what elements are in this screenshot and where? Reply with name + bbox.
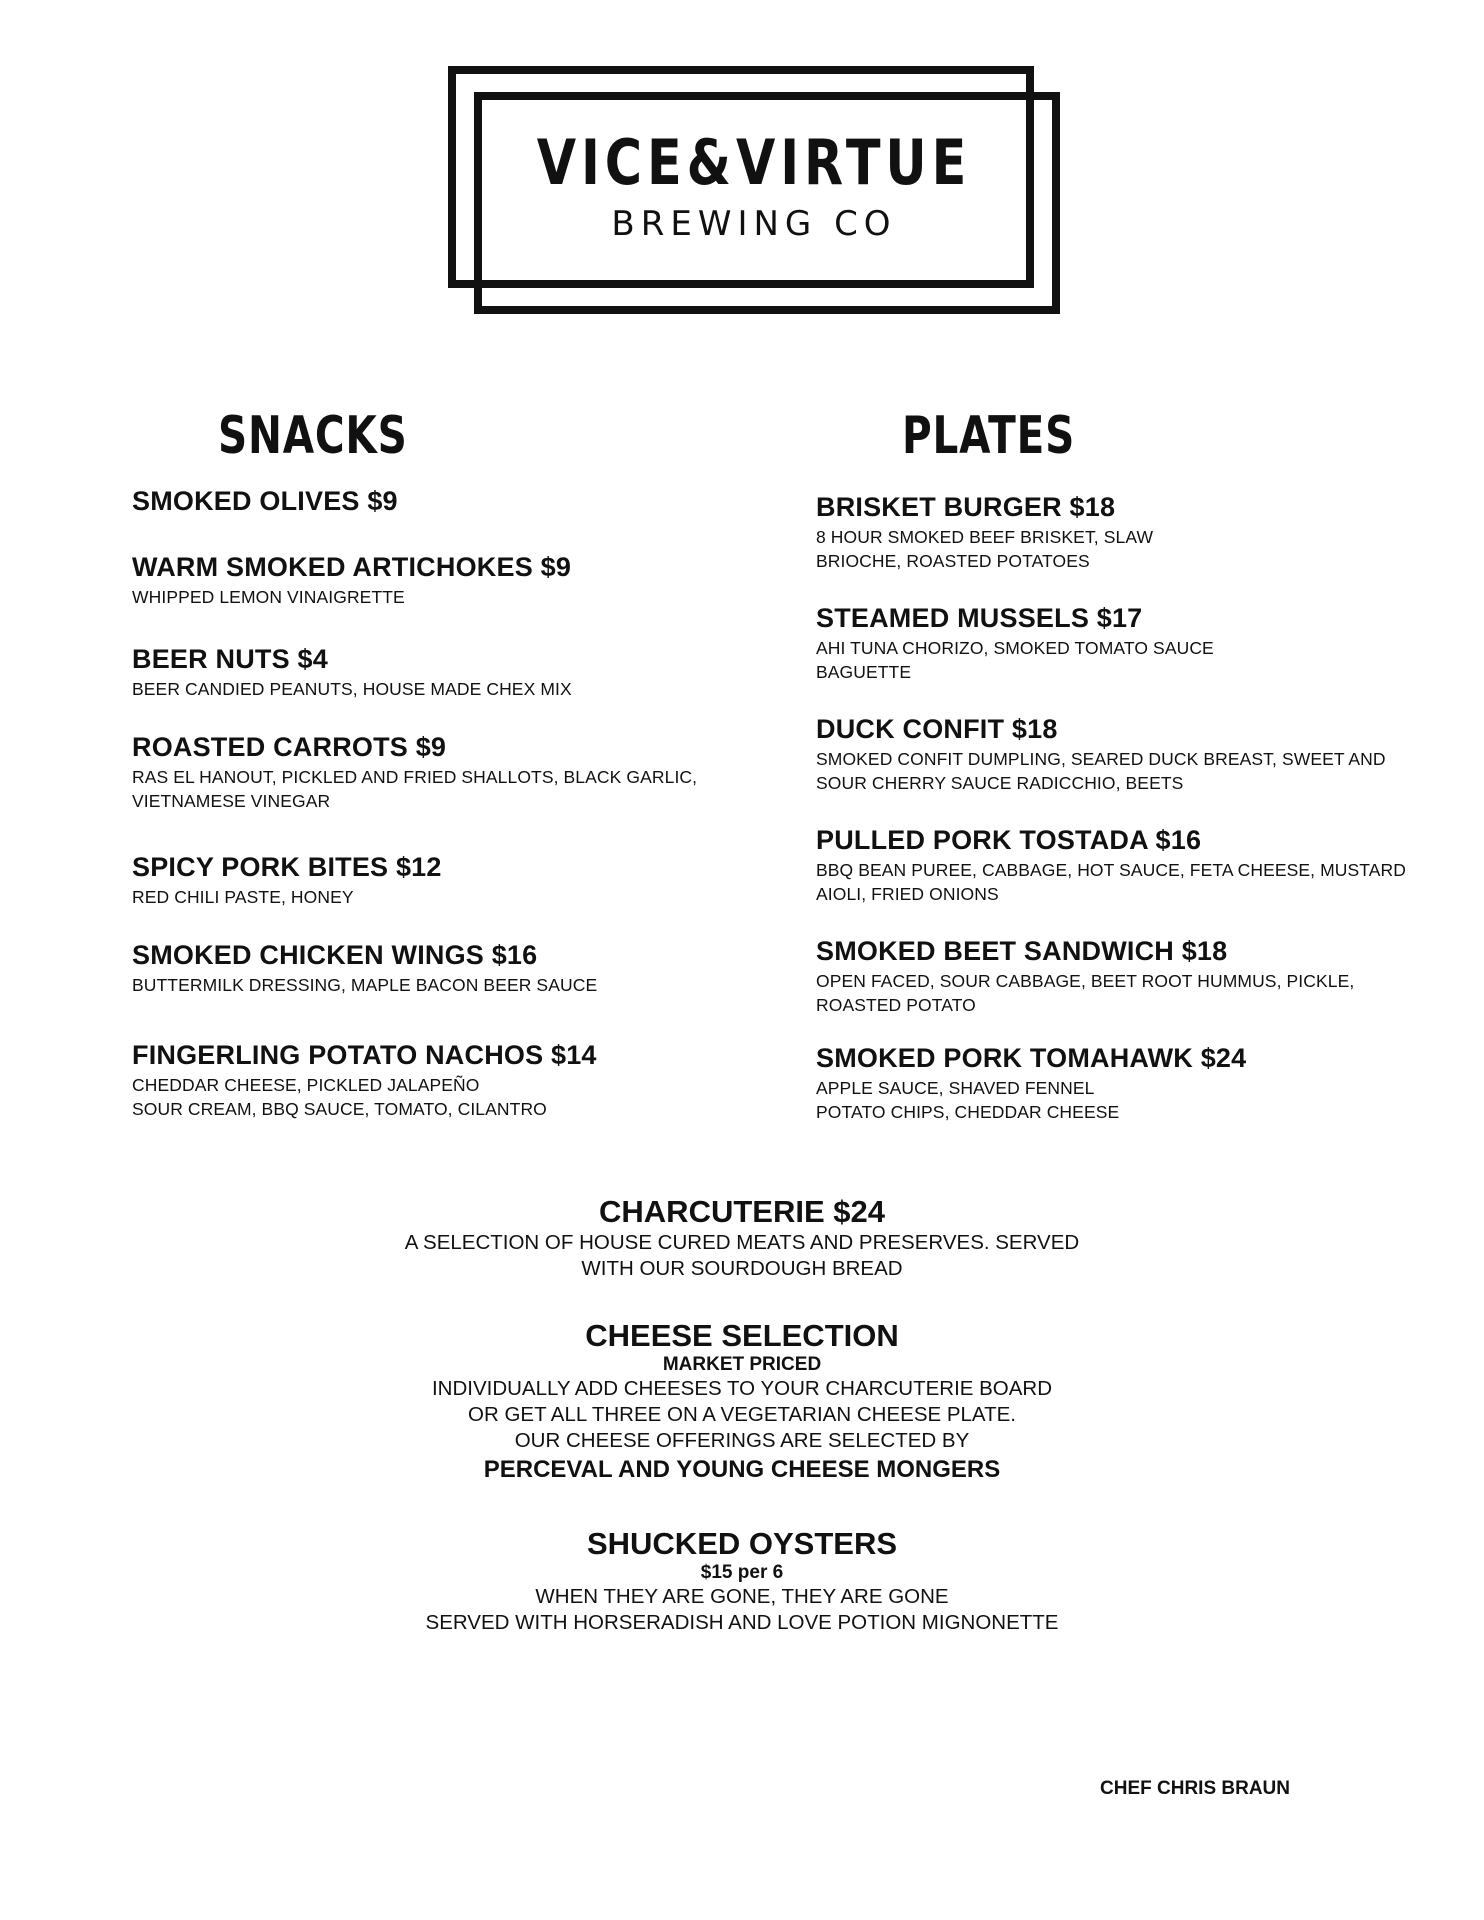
menu-item-name: PULLED PORK TOSTADA $16 bbox=[816, 825, 1202, 855]
cheese-desc-line: OR GET ALL THREE ON A VEGETARIAN CHEESE PLATE. bbox=[468, 1403, 1016, 1426]
charcuterie-desc-line: WITH OUR SOURDOUGH BREAD bbox=[581, 1257, 903, 1280]
menu-item-description: SMOKED CONFIT DUMPLING, SEARED DUCK BREAST, SWEET AND bbox=[816, 749, 1386, 769]
snacks-title: SNACKS bbox=[218, 406, 408, 466]
menu-item-name: SMOKED OLIVES $9 bbox=[132, 486, 398, 516]
oysters-desc-line: WHEN THEY ARE GONE, THEY ARE GONE bbox=[535, 1585, 949, 1608]
cheese-name: CHEESE SELECTION bbox=[585, 1318, 899, 1353]
menu-item bbox=[816, 603, 1214, 684]
cheese-desc-line: INDIVIDUALLY ADD CHEESES TO YOUR CHARCUTERIE BOARD bbox=[431, 1377, 1053, 1400]
menu-item-description: ROASTED POTATO bbox=[816, 995, 976, 1015]
oysters-desc-line: SERVED WITH HORSERADISH AND LOVE POTION MIGNONETTE bbox=[425, 1611, 1059, 1634]
menu-item bbox=[132, 852, 442, 909]
menu-item-description: BUTTERMILK DRESSING, MAPLE BACON BEER SAUCE bbox=[132, 975, 598, 995]
menu-item-name: ROASTED CARROTS $9 bbox=[132, 732, 447, 762]
menu-item-description: BRIOCHE, ROASTED POTATOES bbox=[816, 551, 1090, 571]
brand-logo bbox=[448, 66, 1060, 314]
menu-item-description: OPEN FACED, SOUR CABBAGE, BEET ROOT HUMMUS, PICKLE, bbox=[816, 971, 1355, 991]
logo-name: VICE&VIRTUE bbox=[536, 126, 972, 199]
menu-item-name: SMOKED CHICKEN WINGS $16 bbox=[132, 940, 538, 970]
menu-item-description: BBQ BEAN PUREE, CABBAGE, HOT SAUCE, FETA CHEESE, MUSTARD bbox=[816, 860, 1407, 880]
menu-item bbox=[132, 486, 398, 517]
menu-item-name: BEER NUTS $4 bbox=[132, 644, 328, 674]
menu-item-name: DUCK CONFIT $18 bbox=[816, 714, 1058, 744]
menu-item-name: SMOKED PORK TOMAHAWK $24 bbox=[816, 1043, 1247, 1073]
cheese-desc-line: OUR CHEESE OFFERINGS ARE SELECTED BY bbox=[514, 1429, 970, 1452]
charcuterie-desc-line: A SELECTION OF HOUSE CURED MEATS AND PRESERVES. SERVED bbox=[404, 1231, 1080, 1254]
menu-item-name: STEAMED MUSSELS $17 bbox=[816, 603, 1143, 633]
menu-item-description: RED CHILI PASTE, HONEY bbox=[132, 887, 354, 907]
oysters-section bbox=[0, 1526, 1484, 1636]
menu-item bbox=[816, 492, 1153, 573]
oysters-price: $15 per 6 bbox=[700, 1562, 784, 1583]
menu-item-name: SMOKED BEET SANDWICH $18 bbox=[816, 936, 1228, 966]
menu-item bbox=[132, 940, 597, 997]
menu-item-name: FINGERLING POTATO NACHOS $14 bbox=[132, 1040, 597, 1070]
menu-item bbox=[132, 1040, 597, 1121]
menu-item-description: SOUR CHERRY SAUCE RADICCHIO, BEETS bbox=[816, 773, 1184, 793]
menu-item-description: 8 HOUR SMOKED BEEF BRISKET, SLAW bbox=[816, 527, 1154, 547]
menu-item bbox=[132, 732, 697, 813]
oysters-name: SHUCKED OYSTERS bbox=[586, 1526, 898, 1561]
cheese-section bbox=[0, 1318, 1484, 1486]
cheese-price: MARKET PRICED bbox=[662, 1354, 822, 1375]
menu-item-description: BEER CANDIED PEANUTS, HOUSE MADE CHEX MIX bbox=[132, 679, 572, 699]
menu-item bbox=[816, 1043, 1246, 1124]
menu-item-name: WARM SMOKED ARTICHOKES $9 bbox=[132, 552, 572, 582]
charcuterie-name: CHARCUTERIE $24 bbox=[599, 1194, 885, 1229]
cheese-monger: PERCEVAL AND YOUNG CHEESE MONGERS bbox=[483, 1456, 1001, 1483]
menu-item-description: WHIPPED LEMON VINAIGRETTE bbox=[132, 587, 405, 607]
plates-title: PLATES bbox=[902, 406, 1076, 466]
menu-item-description: SOUR CREAM, BBQ SAUCE, TOMATO, CILANTRO bbox=[132, 1099, 547, 1119]
menu-item-description: BAGUETTE bbox=[816, 662, 912, 682]
charcuterie-section bbox=[0, 1194, 1484, 1282]
menu-item-description: APPLE SAUCE, SHAVED FENNEL bbox=[816, 1078, 1095, 1098]
menu-item-description: VIETNAMESE VINEGAR bbox=[132, 791, 331, 811]
menu-item-description: RAS EL HANOUT, PICKLED AND FRIED SHALLOTS, BLACK GARLIC, bbox=[132, 767, 698, 787]
menu-item bbox=[816, 825, 1406, 906]
menu-item bbox=[816, 936, 1354, 1017]
menu-item bbox=[132, 552, 571, 609]
menu-item bbox=[132, 644, 572, 701]
logo-subtitle: BREWING CO bbox=[611, 204, 897, 244]
menu-item-name: SPICY PORK BITES $12 bbox=[132, 852, 442, 882]
menu-item-description: AIOLI, FRIED ONIONS bbox=[816, 884, 999, 904]
menu-item-name: BRISKET BURGER $18 bbox=[816, 492, 1116, 522]
menu-item-description: POTATO CHIPS, CHEDDAR CHEESE bbox=[816, 1102, 1120, 1122]
menu-item-description: CHEDDAR CHEESE, PICKLED JALAPEÑO bbox=[132, 1075, 480, 1095]
menu-item bbox=[816, 714, 1386, 795]
menu-item-description: AHI TUNA CHORIZO, SMOKED TOMATO SAUCE bbox=[816, 638, 1214, 658]
chef-credit: CHEF CHRIS BRAUN bbox=[1100, 1778, 1290, 1799]
